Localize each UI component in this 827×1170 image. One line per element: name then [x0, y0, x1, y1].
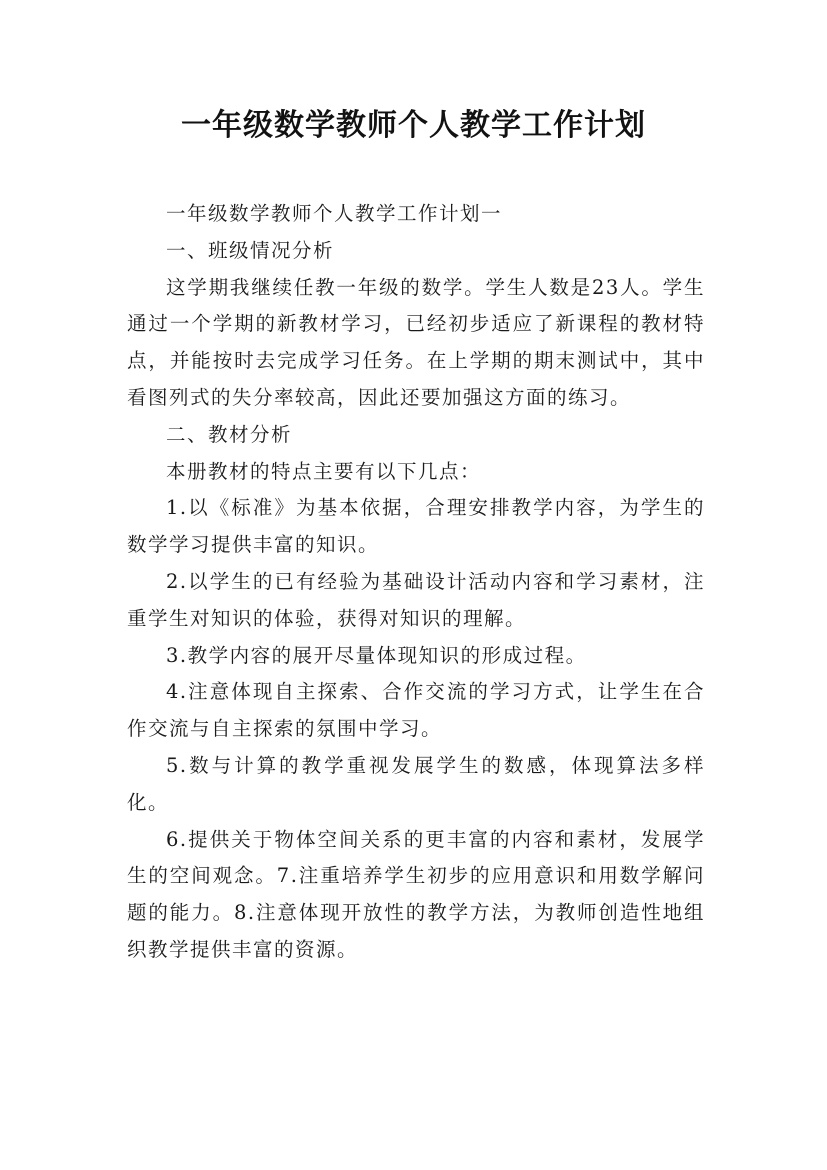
- list-item-6-8: 6.提供关于物体空间关系的更丰富的内容和素材，发展学生的空间观念。7.注重培养学生初步的应用意识和用数学解问题的能力。8.注意体现开放性的教学方法，为教师创造性地组织教学提供丰富的资源。: [127, 827, 705, 961]
- list-item-3: 3.教学内容的展开尽量体现知识的形成过程。: [166, 643, 587, 667]
- paragraph-intro: 本册教材的特点主要有以下几点：: [166, 459, 482, 483]
- section-heading-textbook-analysis: 二、教材分析: [166, 422, 293, 446]
- list-item-2: 2.以学生的已有经验为基础设计活动内容和学习素材，注重学生对知识的体验，获得对知识的理解。: [127, 569, 705, 630]
- list-item-4: 4.注意体现自主探索、合作交流的学习方式，让学生在合作交流与自主探索的氛围中学习。: [127, 680, 705, 741]
- document-title: 一年级数学教师个人教学工作计划: [181, 108, 646, 143]
- document-body: [127, 196, 705, 969]
- list-item-1: 1.以《标准》为基本依据，合理安排教学内容，为学生的数学学习提供丰富的知识。: [127, 496, 705, 557]
- section-heading-class-analysis: 一、班级情况分析: [166, 238, 335, 262]
- subtitle-paragraph: 一年级数学教师个人教学工作计划一: [166, 202, 503, 225]
- list-item-5: 5.数与计算的教学重视发展学生的数感，体现算法多样化。: [127, 753, 705, 814]
- paragraph-class-analysis: 这学期我继续任教一年级的数学。学生人数是23人。学生通过一个学期的新教材学习，已经初步适应了新课程的教材特点，并能按时去完成学习任务。在上学期的期末测试中，其中看图列式的失分率较高，因此还要加强这方面的练习。: [127, 275, 705, 409]
